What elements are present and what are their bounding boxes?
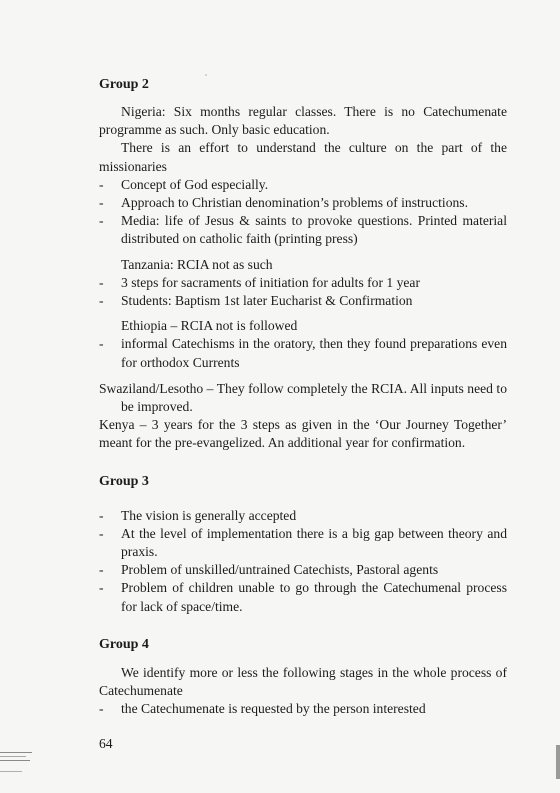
group4-list	[99, 700, 507, 718]
list-item: - Approach to Christian denomination’s problems of instructions.	[99, 194, 507, 212]
tanzania-intro: Tanzania: RCIA not as such	[121, 256, 273, 272]
list-dash: -	[99, 274, 104, 290]
group4-heading: Group 4	[99, 636, 149, 652]
list-dash: -	[99, 507, 104, 523]
list-item: - Media: life of Jesus & saints to provoke questions. Printed material distributed on catholic faith (printing press)	[99, 213, 507, 247]
list-item: - Students: Baptism 1st later Eucharist & Confirmation	[99, 292, 507, 310]
nigeria-intro: Nigeria: Six months regular classes. There is no Catechumenate programme as such. Only basic education.	[99, 104, 507, 138]
group4-intro: We identify more or less the following stages in the whole process of Catechumenate	[99, 664, 507, 699]
page-content	[99, 76, 507, 718]
list-item: - informal Catechisms in the oratory, then they found preparations even for orthodox Currents	[99, 336, 507, 370]
group3-list	[99, 507, 507, 616]
list-item: - Problem of children unable to go through the Catechumenal process for lack of space/time.	[99, 580, 507, 614]
scan-edge-line	[0, 756, 26, 757]
scan-edge-mark	[556, 745, 560, 779]
list-dash: -	[99, 336, 104, 352]
scan-edge-line	[0, 760, 30, 761]
list-dash: -	[99, 213, 104, 229]
list-dash: -	[99, 293, 104, 309]
swaziland-lesotho: Swaziland/Lesotho – They follow completely the RCIA. All inputs need to be improved.	[99, 380, 507, 415]
list-item: - Problem of unskilled/untrained Catechists, Pastoral agents	[99, 561, 507, 579]
missionaries-effort: There is an effort to understand the culture on the part of the missionaries	[99, 140, 507, 174]
scan-edge-line	[0, 771, 22, 772]
list-dash: -	[99, 525, 104, 541]
kenya: Kenya – 3 years for the 3 steps as given in the ‘Our Journey Together’ meant for the pre-evangelized. An additional year for confirmation.	[99, 417, 507, 451]
ethiopia-list	[99, 335, 507, 371]
list-item: - At the level of implementation there is a big gap between theory and praxis.	[99, 525, 507, 560]
list-dash: -	[99, 580, 104, 596]
list-dash: -	[99, 195, 104, 211]
list-item: - the Catechumenate is requested by the person interested	[99, 700, 507, 718]
list-item: - 3 steps for sacraments of initiation for adults for 1 year	[99, 274, 507, 292]
list-dash: -	[99, 701, 104, 717]
ethiopia-intro: Ethiopia – RCIA not is followed	[121, 318, 298, 334]
page-number: 64	[99, 736, 113, 751]
list-item: - The vision is generally accepted	[99, 507, 507, 525]
list-dash: -	[99, 562, 104, 578]
tanzania-list	[99, 274, 507, 310]
group3-heading: Group 3	[99, 473, 149, 489]
group2-heading: Group 2	[99, 77, 149, 92]
nigeria-list	[99, 176, 507, 249]
scan-edge-line	[0, 752, 32, 753]
list-item: - Concept of God especially.	[99, 176, 507, 194]
list-dash: -	[99, 176, 104, 192]
